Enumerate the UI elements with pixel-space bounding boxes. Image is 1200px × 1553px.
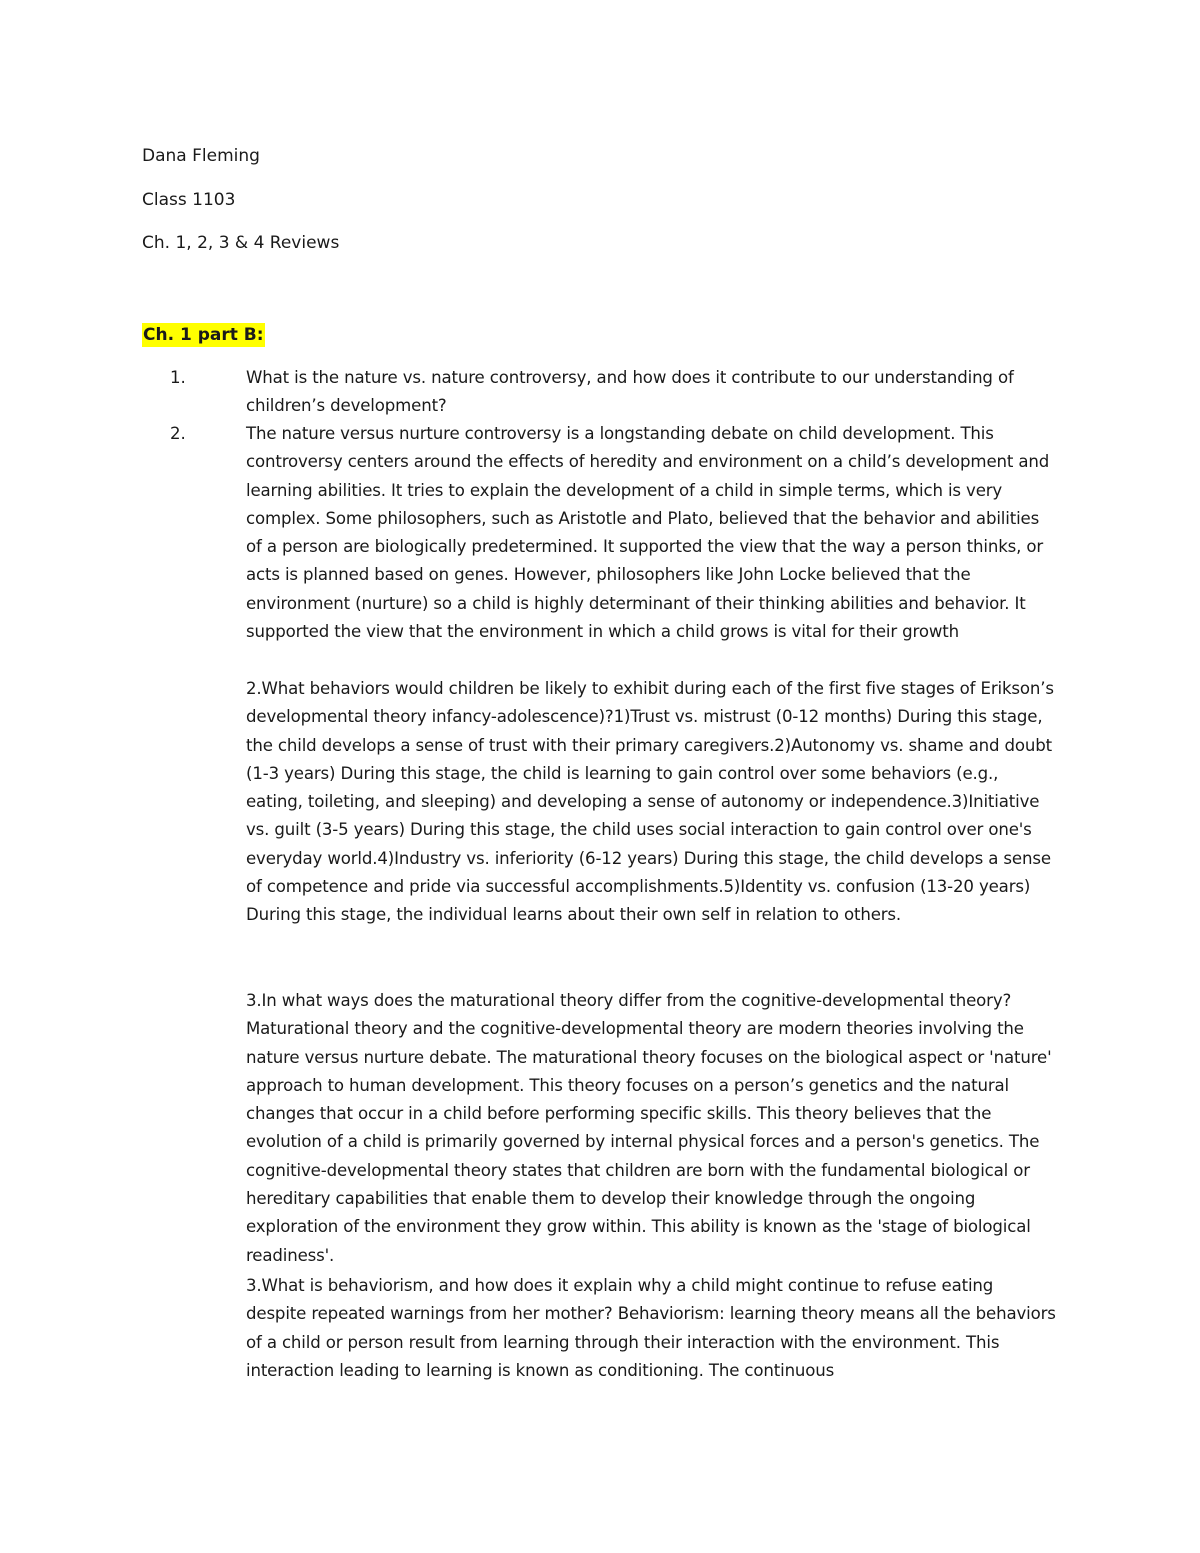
document-title: Ch. 1, 2, 3 & 4 Reviews	[142, 233, 340, 253]
behaviorism-paragraph: 3.What is behaviorism, and how does it explain why a child might continue to refuse eating despite repeated warnings from her mother? Behaviorism: learning theory means all the behaviors of a child or person result from learning through their interaction with the environment. This interaction leading to learning is known as conditioning. The continuous	[246, 1276, 1056, 1380]
section-heading-highlighted: Ch. 1 part B:	[143, 325, 264, 345]
list-number-2: 2.	[170, 424, 186, 443]
author-name: Dana Fleming	[142, 146, 260, 166]
list-number-1: 1.	[170, 368, 186, 387]
maturational-paragraph: 3.In what ways does the maturational theory differ from the cognitive-developmental theory? Maturational theory and the cognitive-developmental theory are modern theories involving the nature versus nurture debate. The maturational theory focuses on the biological aspect or 'nature' approach to human development. This theory focuses on a person’s genetics and the natural changes that occur in a child before performing specific skills. This theory believes that the evolution of a child is primarily governed by internal physical forces and a person's genetics. The cognitive-developmental theory states that children are born with the fundamental biological or hereditary capabilities that enable them to develop their knowledge through the ongoing exploration of the environment they grow within. This ability is known as the 'stage of biological readiness'.	[246, 991, 1052, 1265]
class-label: Class 1103	[142, 190, 236, 210]
list-item-question-1: What is the nature vs. nature controversy, and how does it contribute to our understanding of children’s development?	[246, 368, 1014, 416]
erikson-paragraph: 2.What behaviors would children be likely to exhibit during each of the first five stages of Erikson’s developmental theory infancy-adolescence)?1)Trust vs. mistrust (0-12 months) During this stage, the child develops a sense of trust with their primary caregivers.2)Autonomy vs. shame and doubt (1-3 years) During this stage, the child is learning to gain control over some behaviors (e.g., eating, toileting, and sleeping) and developing a sense of autonomy or independence.3)Initiative vs. guilt (3-5 years) During this stage, the child uses social interaction to gain control over one's everyday world.4)Industry vs. inferiority (6-12 years) During this stage, the child develops a sense of competence and pride via successful accomplishments.5)Identity vs. confusion (13-20 years) During this stage, the individual learns about their own self in relation to others.	[246, 679, 1054, 925]
list-item-answer-2: The nature versus nurture controversy is a longstanding debate on child development. This controversy centers around the effects of heredity and environment on a child’s development and learning abilities. It tries to explain the development of a child in simple terms, which is very complex. Some philosophers, such as Aristotle and Plato, believed that the behavior and abilities of a person are biologically predetermined. It supported the view that the way a person thinks, or acts is planned based on genes. However, philosophers like John Locke believed that the environment (nurture) so a child is highly determinant of their thinking abilities and behavior. It supported the view that the environment in which a child grows is vital for their growth	[246, 424, 1050, 642]
